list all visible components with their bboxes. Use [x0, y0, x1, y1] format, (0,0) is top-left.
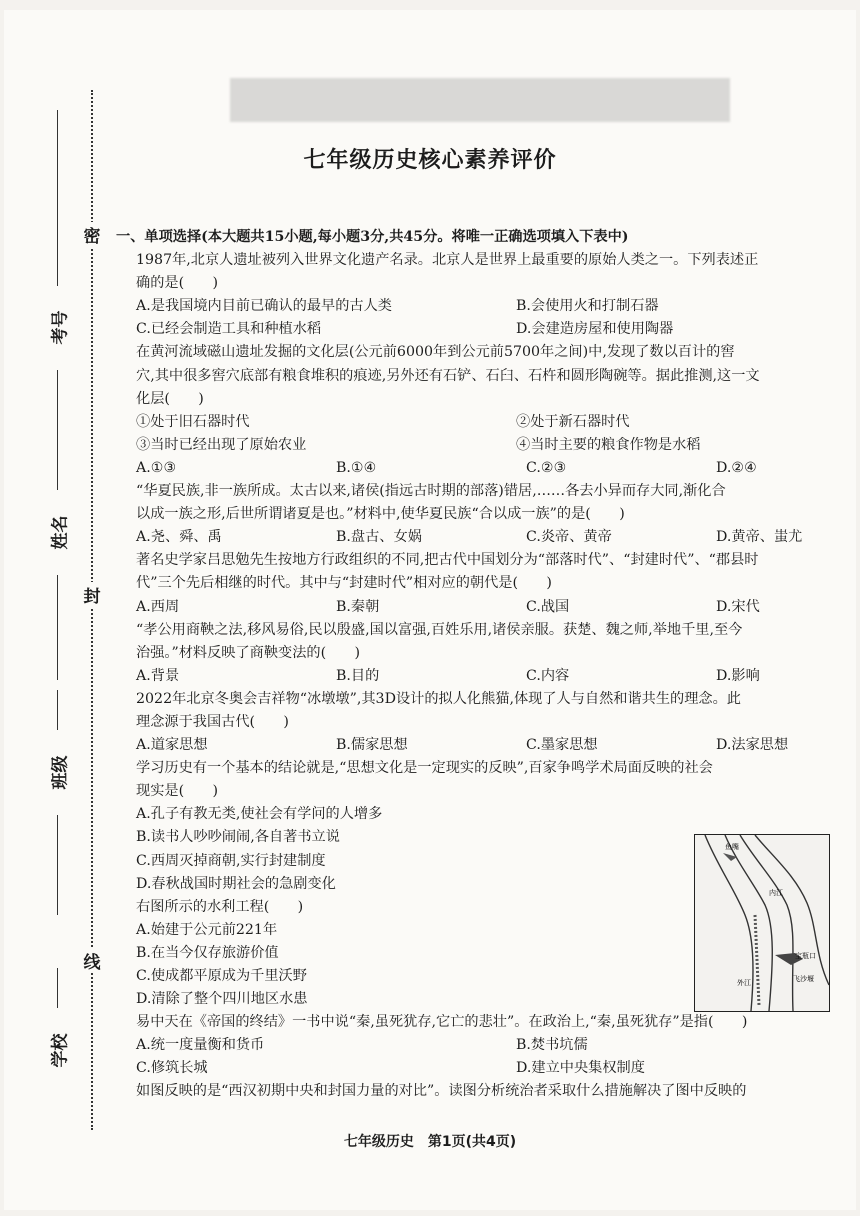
question-2	[136, 341, 828, 410]
question-stem: 1987年,北京人遗址被列入世界文化遗产名录。北京人是世界上最重要的原始人类之一。下列表述正	[136, 252, 759, 269]
option-b[interactable]: B.秦朝	[336, 598, 380, 615]
option-c[interactable]: C.炎帝、黄帝	[526, 529, 612, 546]
question-9	[136, 1011, 828, 1034]
class-label: 班级	[50, 755, 71, 790]
question-stem-cont: 穴,其中很多窖穴底部有粮食堆积的痕迹,另外还有石铲、石臼、石杵和圆形陶碗等。据此推测,这一文	[136, 367, 760, 384]
question-stem: “孝公用商鞅之法,移风易俗,民以殷盛,国以富强,百姓乐用,诸侯亲服。获楚、魏之师,举地千里,至今	[136, 621, 743, 638]
question-5-options	[136, 665, 828, 688]
school-line	[57, 968, 58, 1008]
map-label-outer-river: 外江	[737, 979, 751, 987]
question-stem: 在黄河流域磁山遗址发掘的文化层(公元前6000年到公元前5700年之间)中,发现了数以百计的窖	[136, 344, 735, 361]
option-b[interactable]: B.在当今仅存旅游价值	[136, 944, 279, 961]
option-a[interactable]: A.西周	[136, 598, 180, 615]
question-stem: 易中天在《帝国的终结》一书中说“秦,虽死犹存,它亡的悲壮”。在政治上,“秦,虽死犹存”是指( )	[136, 1014, 748, 1031]
name-label: 姓名	[50, 515, 71, 550]
option-a[interactable]: A.①③	[136, 459, 177, 476]
option-c[interactable]: C.墨家思想	[526, 737, 598, 754]
option-b[interactable]: B.①④	[336, 459, 377, 476]
option-c[interactable]: C.使成都平原成为千里沃野	[136, 968, 307, 984]
option-d[interactable]: D.②④	[716, 459, 757, 476]
option-b[interactable]: B.儒家思想	[336, 737, 408, 754]
question-stem: “华夏民族,非一族所成。太古以来,诸侯(指远古时期的部落)错居,……各去小异而存大同,渐化合	[136, 483, 726, 500]
statement-4: ④当时主要的粮食作物是水稻	[516, 436, 701, 453]
statement-1: ①处于旧石器时代	[136, 413, 250, 430]
option-d[interactable]: D.宋代	[716, 598, 760, 615]
question-stem-cont: 理念源于我国古代( )	[136, 713, 289, 730]
option-d[interactable]: D.影响	[716, 667, 760, 684]
name-line	[57, 380, 58, 490]
question-1	[136, 249, 828, 295]
option-c[interactable]: C.②③	[526, 459, 567, 476]
school-label: 学校	[50, 1033, 71, 1068]
question-9-options	[136, 1034, 828, 1080]
page-footer: 七年级历史 第1页(共4页)	[343, 1134, 517, 1150]
option-d[interactable]: D.清除了整个四川地区水患	[136, 991, 308, 1008]
option-d[interactable]: D.法家思想	[716, 737, 789, 754]
option-c[interactable]: C.已经会制造工具和种植水稻	[136, 321, 322, 338]
option-c[interactable]: C.西周灭掉商朝,实行封建制度	[136, 852, 326, 869]
seal-char-xian: 线	[82, 948, 102, 973]
exam-number-line	[57, 110, 58, 286]
class-line-lower	[57, 815, 58, 915]
question-stem-cont: 代”三个先后相继的时代。其中与“封建时代”相对应的朝代是( )	[136, 575, 552, 592]
option-a[interactable]: A.是我国境内目前已确认的最早的古人类	[136, 298, 392, 315]
question-8-options	[136, 919, 656, 1011]
question-stem-cont: 确的是( )	[136, 275, 219, 292]
question-4-options	[136, 596, 828, 619]
option-b[interactable]: B.读书人吵吵闹闹,各自著书立说	[136, 829, 340, 846]
question-stem-cont: 治强。”材料反映了商鞅变法的( )	[136, 644, 361, 661]
question-1-options	[136, 295, 828, 341]
dujiangyan-map	[694, 834, 830, 1012]
option-a[interactable]: A.尧、舜、禹	[136, 529, 222, 546]
question-7-options	[136, 803, 656, 895]
map-label-bottle-neck: 宝瓶口	[795, 952, 816, 960]
question-stem: 右图所示的水利工程( )	[136, 898, 304, 915]
map-drawing	[695, 835, 829, 1011]
page-title: 七年级历史核心素养评价	[303, 148, 557, 173]
question-2-options	[136, 457, 828, 480]
map-label-flying-sand-weir: 飞沙堰	[793, 975, 814, 983]
option-d[interactable]: D.黄帝、蚩尤	[716, 529, 803, 546]
statement-2: ②处于新石器时代	[516, 413, 630, 430]
option-b[interactable]: B.盘古、女娲	[336, 529, 422, 546]
seal-char-mi: 密	[82, 222, 102, 247]
question-5	[136, 619, 828, 665]
question-stem: 2022年北京冬奥会吉祥物“冰墩墩”,其3D设计的拟人化熊猫,体现了人与自然和谐共生的理念。此	[136, 690, 741, 707]
option-b[interactable]: B.焚书坑儒	[516, 1037, 588, 1054]
question-7	[136, 757, 828, 803]
exam-number-label: 考号	[50, 310, 71, 345]
option-a[interactable]: A.背景	[136, 667, 180, 684]
option-a[interactable]: A.始建于公元前221年	[136, 921, 278, 938]
section-heading: 一、单项选择(本大题共15小题,每小题3分,共45分。将唯一正确选项填入下表中)	[116, 229, 629, 245]
class-line	[57, 690, 58, 730]
option-c[interactable]: C.战国	[526, 598, 570, 615]
levee	[755, 915, 759, 1005]
option-b[interactable]: B.目的	[336, 667, 380, 684]
question-stem: 著名史学家吕思勉先生按地方行政组织的不同,把古代中国划分为“部落时代”、“封建时代”、“郡县时	[136, 552, 759, 569]
question-10	[136, 1080, 828, 1103]
option-a[interactable]: A.统一度量衡和货币	[136, 1037, 265, 1054]
map-label-inner-river: 内江	[769, 889, 783, 897]
seal-char-feng: 封	[82, 582, 102, 607]
question-4	[136, 549, 828, 595]
option-d[interactable]: D.会建造房屋和使用陶器	[516, 321, 674, 338]
name-line-lower	[57, 575, 58, 680]
question-stem: 学习历史有一个基本的结论就是,“思想文化是一定现实的反映”,百家争鸣学术局面反映的社会	[136, 760, 713, 777]
statement-3: ③当时已经出现了原始农业	[136, 436, 307, 453]
option-b[interactable]: B.会使用火和打制石器	[516, 298, 659, 315]
option-c[interactable]: C.修筑长城	[136, 1060, 208, 1077]
question-stem-cont: 以成一族之形,后世所谓诸夏是也。”材料中,使华夏民族“合以成一族”的是( )	[136, 506, 625, 523]
question-3	[136, 480, 828, 526]
option-d[interactable]: D.建立中央集权制度	[516, 1060, 645, 1077]
option-a[interactable]: A.孔子有教无类,使社会有学问的人增多	[136, 806, 383, 823]
question-2-statements	[136, 411, 828, 457]
question-6-options	[136, 734, 828, 757]
question-stem-cont: 化层( )	[136, 390, 204, 407]
option-a[interactable]: A.道家思想	[136, 737, 208, 754]
question-stem-cont: 现实是( )	[136, 783, 219, 800]
question-6	[136, 688, 828, 734]
question-3-options	[136, 526, 828, 549]
redacted-header-band	[230, 78, 730, 122]
question-stem: 如图反映的是“西汉初期中央和封国力量的对比”。读图分析统治者采取什么措施解决了图中反映的	[136, 1083, 747, 1100]
map-label-fish-mouth: 鱼嘴	[725, 843, 739, 851]
option-d[interactable]: D.春秋战国时期社会的急剧变化	[136, 875, 336, 892]
option-c[interactable]: C.内容	[526, 667, 570, 684]
